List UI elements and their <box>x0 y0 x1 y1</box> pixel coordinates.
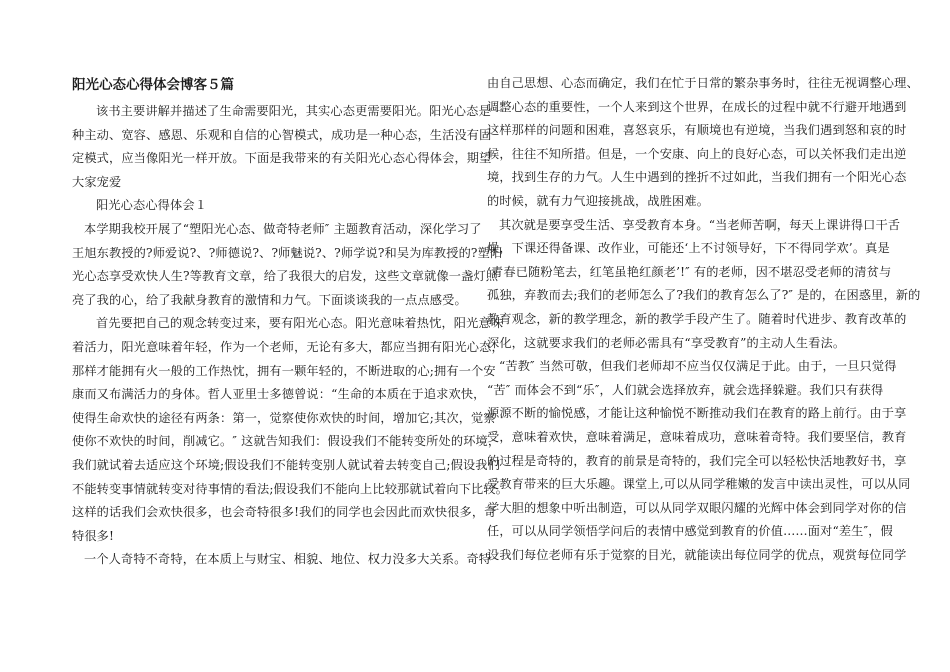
paragraph-line: 的过程是奇特的，教育的前景是奇特的，我们完全可以轻松快活地教好书，享 <box>487 453 907 468</box>
paragraph-line: 境，找到生存的力气。人生中遇到的挫折不过如此，当我们拥有一个阳光心态 <box>487 170 907 185</box>
paragraph-line: ‘青春已随粉笔去，红笔虽艳红颜老’!″ 有的老师，因不堪忍受老师的清贫与 <box>487 264 892 279</box>
paragraph-line: 由自己思想、心态而确定，我们在忙于日常的繁杂事务时，往往无视调整心理、 <box>487 76 919 90</box>
paragraph-line: 的时候，就有力气迎接挑战，战胜困难。 <box>487 193 710 208</box>
paragraph-line: 一个人奇特不奇特，在本质上与财宝、相貌、地位、权力没多大关系。奇特 <box>84 552 492 567</box>
paragraph-line: 本学期我校开展了“塑阳光心态、做奇特老师″ 主题教育活动，深化学习了 <box>84 221 482 236</box>
paragraph-line: 教育观念，新的教学理念，新的教学手段产生了。随着时代进步、教育改革的 <box>487 311 907 326</box>
paragraph-line: 王旭东教授的?师爱说?、?师德说?、?师魅说?、?师学说?和吴为库教授的?塑阳 <box>72 245 503 260</box>
paragraph-line: 这样的话我们会欢快很多，也会奇特很多!我们的同学也会因此而欢快很多，奇 <box>72 505 497 520</box>
paragraph-line: 光心态享受欢快人生?等教育文章，给了我很大的启发，这些文章就像一盏灯照 <box>72 269 499 284</box>
paragraph-line: 首先要把自己的观念转变过来，要有阳光心态。阳光意味着热忱，阳光意味 <box>96 316 504 331</box>
paragraph-line: 使得生命欢快的途径有两条：第一，觉察使你欢快的时间，增加它;其次，觉察 <box>72 410 496 425</box>
paragraph-line: 燥，下课还得备课、改作业，可能还‘上不讨领导好，下不得同学欢’。真是 <box>487 241 890 256</box>
section-heading: 阳光心态心得体会１ <box>96 198 208 213</box>
paragraph-line: 着活力，阳光意味着年轻，作为一个老师，无论有多大，都应当拥有阳光心态， <box>72 339 504 354</box>
paragraph-line: 候，往往不知所措。但是，一个安康、向上的良好心态，可以关怀我们走出逆 <box>487 146 907 161</box>
paragraph-line: 亮了我的心，给了我献身教育的激情和力气。下面谈谈我的一点点感受。 <box>72 292 467 307</box>
paragraph-line: 特很多! <box>72 528 115 543</box>
paragraph-line: 不能转变事情就转变对待事情的看法;假设我们不能向上比较那就试着向下比较。 <box>72 481 509 496</box>
paragraph-line: 受教育带来的巨大乐趣。课堂上,可以从同学稚嫩的发言中读出灵性，可以从同 <box>487 477 911 492</box>
paragraph-line: “苦″ 而体会不到“乐″，人们就会选择放弃，就会选择躲避。我们只有获得 <box>487 382 884 397</box>
paragraph-line: 受，意味着欢快，意味着满足，意味着成功，意味着奇特。我们要坚信，教育 <box>487 429 907 444</box>
paragraph-line: 这样那样的问题和困难，喜怒哀乐，有顺境也有逆境，当我们遇到怒和哀的时 <box>487 123 907 138</box>
paragraph-line: 孤独，弃教而去;我们的老师怎么了?我们的教育怎么了?″ 是的，在困惑里，新的 <box>487 288 921 303</box>
paragraph-line: 那样才能拥有火一般的工作热忱，拥有一颗年轻的，不断进取的心;拥有一个安 <box>72 363 496 378</box>
paragraph-line: 该书主要讲解并描述了生命需要阳光，其实心态更需要阳光。阳光心态是一 <box>96 104 504 118</box>
paragraph-line: 大家宠爱 <box>72 174 122 189</box>
paragraph-line: 其次就是要享受生活、享受教育本身。“当老师苦啊，每天上课讲得口干舌 <box>499 217 901 232</box>
document-title: 阳光心态心得体会博客５篇 <box>72 77 234 93</box>
paragraph-line: 源源不断的愉悦感，才能让这种愉悦不断推动我们在教育的路上前行。由于享 <box>487 406 907 421</box>
paragraph-line: 任，可以从同学领悟学问后的表情中感觉到教育的价值……面对“差生″，假 <box>487 524 893 539</box>
paragraph-line: 学大胆的想象中听出制造，可以从同学双眼闪耀的光辉中体会到同学对你的信 <box>487 500 907 515</box>
paragraph-line: 调整心态的重要性，一个人来到这个世界，在成长的过程中就不行避开地遇到 <box>487 99 907 114</box>
right-column <box>487 72 921 567</box>
left-column <box>72 74 509 572</box>
paragraph-line: 深化，这就要求我们的老师必需具有“享受教育”的主动人生看法。 <box>487 335 846 350</box>
paragraph-line: 定模式，应当像阳光一样开放。下面是我带来的有关阳光心态心得体会，期望 <box>72 151 492 166</box>
paragraph-line: “苦教″ 当然可敬，但我们老师却不应当仅仅满足于此。由于，一旦只觉得 <box>499 359 897 374</box>
paragraph-line: 我们就试着去适应这个环境;假设我们不能转变别人就试着去转变自己;假设我们 <box>72 457 500 472</box>
paragraph-line: 设我们每位老师有乐于觉察的目光，就能读出每位同学的优点，观赏每位同学 <box>487 547 907 562</box>
paragraph-line: 使你不欢快的时间，削减它。″ 这就告知我们：假设我们不能转变所处的环境， <box>72 434 501 449</box>
paragraph-line: 种主动、宽容、感恩、乐观和自信的心智模式，成功是一种心态，生活没有固 <box>72 127 492 142</box>
paragraph-line: 康而又布满活力的身体。哲人亚里士多德曾说：“生命的本质在于追求欢快， <box>72 387 486 402</box>
